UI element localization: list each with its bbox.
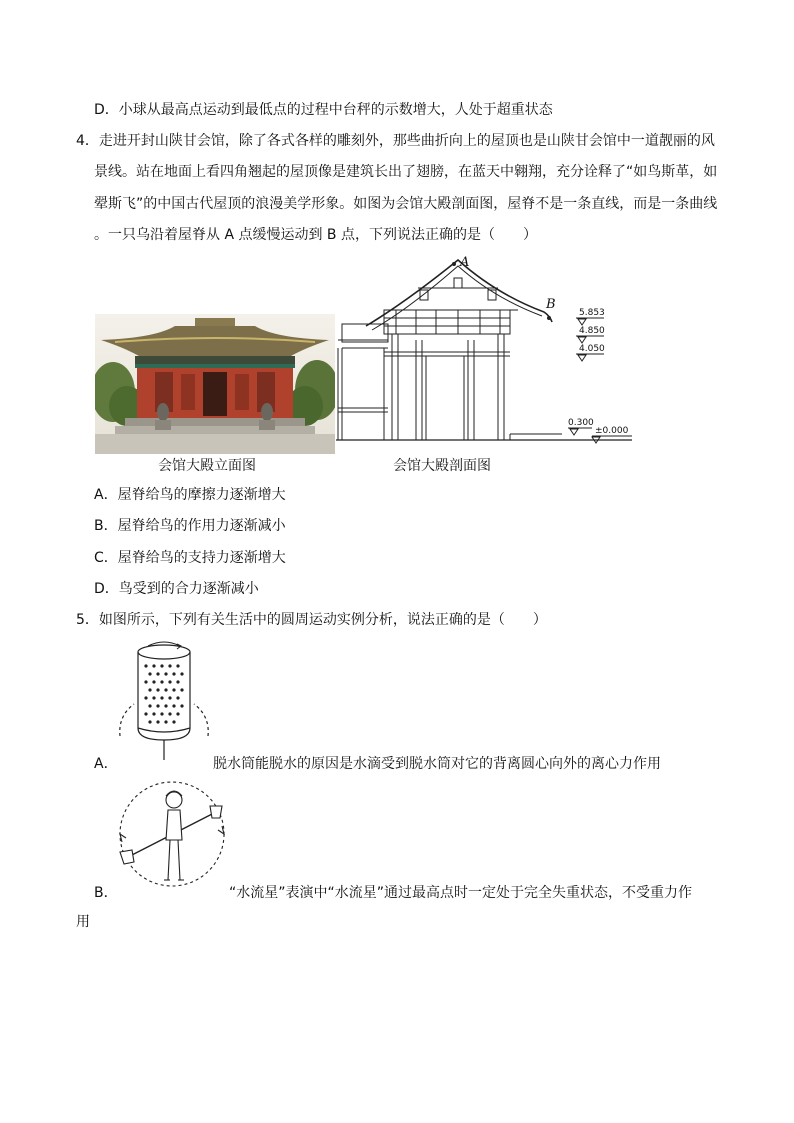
elevation-label-4: 0.300 [568,418,594,428]
elevation-label-2: 4.850 [579,326,605,336]
q5-option-a-letter: A． [94,756,118,772]
q4-option-c: C．屋脊给鸟的支持力逐渐增大 [94,550,286,566]
water-meteor-figure [112,770,236,894]
q5-option-a-text: 脱水筒能脱水的原因是水滴受到脱水筒对它的背离圆心向外的离心力作用 [213,756,661,772]
q4-option-b: B．屋脊给鸟的作用力逐渐减小 [94,518,286,534]
elevation-label-1: 5.853 [579,308,605,318]
q5-option-b-letter: B． [94,885,118,901]
section-caption: 会馆大殿剖面图 [393,458,491,474]
elevation-label-5: ±0.000 [595,426,629,436]
q4-option-d: D．鸟受到的合力逐渐减小 [94,581,259,597]
point-a-label: A [460,255,470,270]
q3-option-d: D．小球从最高点运动到最低点的过程中台秤的示数增大，人处于超重状态 [94,102,553,118]
elevation-label-3: 4.050 [579,344,605,354]
q5-option-b-continuation: 用 [76,914,90,930]
q5-option-b-text: “水流星”表演中“水流星”通过最高点时一定处于完全失重状态，不受重力作 [229,885,693,901]
photo-caption: 会馆大殿立面图 [158,458,256,474]
q4-option-a: A．屋脊给鸟的摩擦力逐渐增大 [94,487,286,503]
point-b-label: B [546,297,556,312]
q5-stem: 5．如图所示，下列有关生活中的圆周运动实例分析，说法正确的是（ ） [76,612,547,628]
q4-stem-line-2: 景线。站在地面上看四角翘起的屋顶像是建筑长出了翅膀，在蓝天中翱翔，充分诠释了“如鸟斯革，如 [94,164,718,180]
q4-stem-line-3: 翚斯飞”的中国古代屋顶的浪漫美学形象。如图为会馆大殿剖面图，屋脊不是一条直线，而是一条曲线 [94,196,718,212]
spin-dryer-drum-figure [114,640,214,764]
hall-elevation-photo [95,314,335,454]
q4-stem-line-1: 4．走进开封山陕甘会馆，除了各式各样的雕刻外，那些曲折向上的屋顶也是山陕甘会馆中一道靓丽的风 [76,133,715,149]
hall-section-drawing [336,252,636,448]
q4-stem-line-4: 。一只乌沿着屋脊从 A 点缓慢运动到 B 点，下列说法正确的是（ ） [94,227,537,243]
